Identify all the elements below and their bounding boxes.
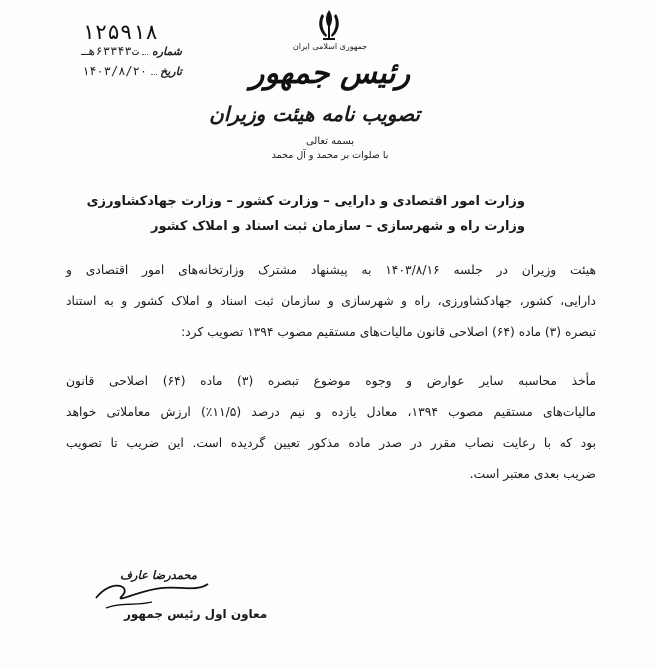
body-line-5: مالیات‌های مستقیم مصوب ۱۳۹۴، معادل یازده و نیم درصد (۱۱/۵٪) ارزش معاملاتی خواهد bbox=[66, 405, 596, 419]
invocation: بسمه تعالی bbox=[305, 136, 355, 147]
document-type: تصویب نامه هیئت وزیران bbox=[209, 102, 420, 126]
body-line-3: تبصره (۳) ماده (۶۴) اصلاحی قانون مالیات‌های مستقیم مصوب ۱۳۹۴ تصویب کرد: bbox=[181, 325, 596, 339]
republic-label: جمهوری اسلامی ایران bbox=[292, 42, 368, 51]
addressee-line-1: وزارت امور اقتصادی و دارایی – وزارت کشور – وزارت جهادکشاورزی bbox=[86, 194, 525, 209]
date-label: تاریخ bbox=[160, 65, 182, 78]
body-line-6: بود که با رعایت نصاب مقرر در صدر ماده مذکور تعیین گردیده است. این ضریب تا تصویب bbox=[66, 436, 596, 450]
reference-value: ت۶۳۳۴۳هـ bbox=[81, 44, 139, 58]
office-title: رئیس جمهور bbox=[249, 56, 411, 91]
body-line-4: مأخذ محاسبه سایر عوارض و وجوه موضوع تبصره (۳) ماده (۶۴) اصلاحی قانون bbox=[66, 374, 596, 388]
addressee-line-2: وزارت راه و شهرسازی – سازمان ثبت اسناد و املاک کشور bbox=[151, 219, 525, 234]
reference-number-row bbox=[32, 44, 182, 58]
salawat-line: با صلوات بر محمد و آل محمد bbox=[271, 150, 389, 161]
body-line-2: دارایی، کشور، جهادکشاورزی، راه و شهرسازی و سازمان ثبت اسناد و املاک کشور و به استناد bbox=[66, 294, 596, 308]
body-line-1: هیئت وزیران در جلسه ۱۴۰۳/۸/۱۶ به پیشنهاد مشترک وزارتخانه‌های امور اقتصادی و bbox=[66, 263, 596, 277]
date-row bbox=[32, 64, 182, 78]
document-number: ۱۲۵۹۱۸ bbox=[82, 20, 158, 44]
body-line-7: ضریب بعدی معتبر است. bbox=[469, 467, 596, 481]
signer-name: محمدرضا عارف bbox=[120, 568, 197, 582]
date-value: ۱۴۰۳/۸/۲۰ bbox=[82, 64, 148, 78]
reference-label: شماره bbox=[151, 45, 182, 58]
iran-emblem-icon bbox=[314, 8, 344, 42]
signer-title: معاون اول رئیس جمهور bbox=[124, 607, 268, 621]
